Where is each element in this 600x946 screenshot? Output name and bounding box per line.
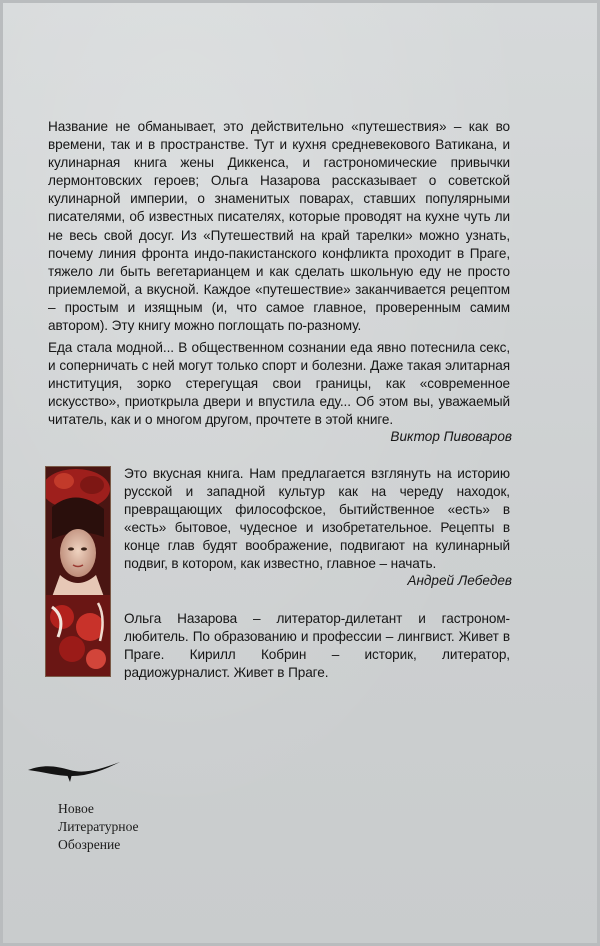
publisher-line-3: Обозрение: [58, 837, 121, 853]
portrait-image: [45, 466, 111, 677]
author-bio: Ольга Назарова – литератор-дилетант и гастроном-любитель. По образованию и профессии – лингвист. Живет в Праге. Кирилл Кобрин – историк, литератор, радиожурналист. Живет в Праге.: [124, 611, 510, 681]
publisher-line-2: Литературное: [58, 819, 139, 835]
blurb-paragraph-2: Еда стала модной... В общественном сознании еда явно потеснила секс, и соперничать с ней могут только спорт и болезни. Даже такая элитарная институция, зорко стерегущая свои границы, как «современное искусство», приоткрыла двери и впустила еду... Об этом вы, уважаемый читатель, как и о многом другом, прочтете в этой книге.: [48, 340, 510, 428]
signature-pivovarov: Виктор Пивоваров: [390, 429, 512, 444]
blurb-paragraph-3: Это вкусная книга. Нам предлагается взглянуть на историю русской и западной культур как на череду находок, превращающих философское, бытийственное «есть» в «есть» бытовое, чудесное и изобретательное. Рецепты в конце глав будят воображение, подвигают на кулинарный подвиг, в котором, как известно, главное – начать.: [124, 466, 510, 572]
publisher-name: [58, 800, 139, 855]
woman-portrait-illustration: [46, 467, 110, 676]
signature-lebedev: Андрей Лебедев: [407, 573, 512, 588]
publisher-logo-icon: [26, 756, 122, 782]
blurb-paragraph-1: Название не обманывает, это действительно «путешествия» – как во времени, так и в пространстве. Тут и кухня средневекового Ватикана, и кулинарная книга жены Диккенса, и гастрономические привычки лермонтовских героев; Ольга Назарова рассказывает о советской кулинарной империи, о знаменитых поварах, ставших популярными писателями, об известных писателях, которые проводят на кухне чуть ли не весь свой досуг. Из «Путешествий на край тарелки» можно узнать, почему линия фронта индо-пакистанского конфликта проходит в Праге, тяжело ли быть вегетарианцем и как сделать школьную еду не просто приемлемой, а вкусной. Каждое «путешествие» заканчивается рецептом – простым и изящным (и, что самое главное, проверенным самим автором). Эту книгу можно поглощать по-разному.: [48, 119, 510, 334]
publisher-line-1: Новое: [58, 801, 94, 816]
